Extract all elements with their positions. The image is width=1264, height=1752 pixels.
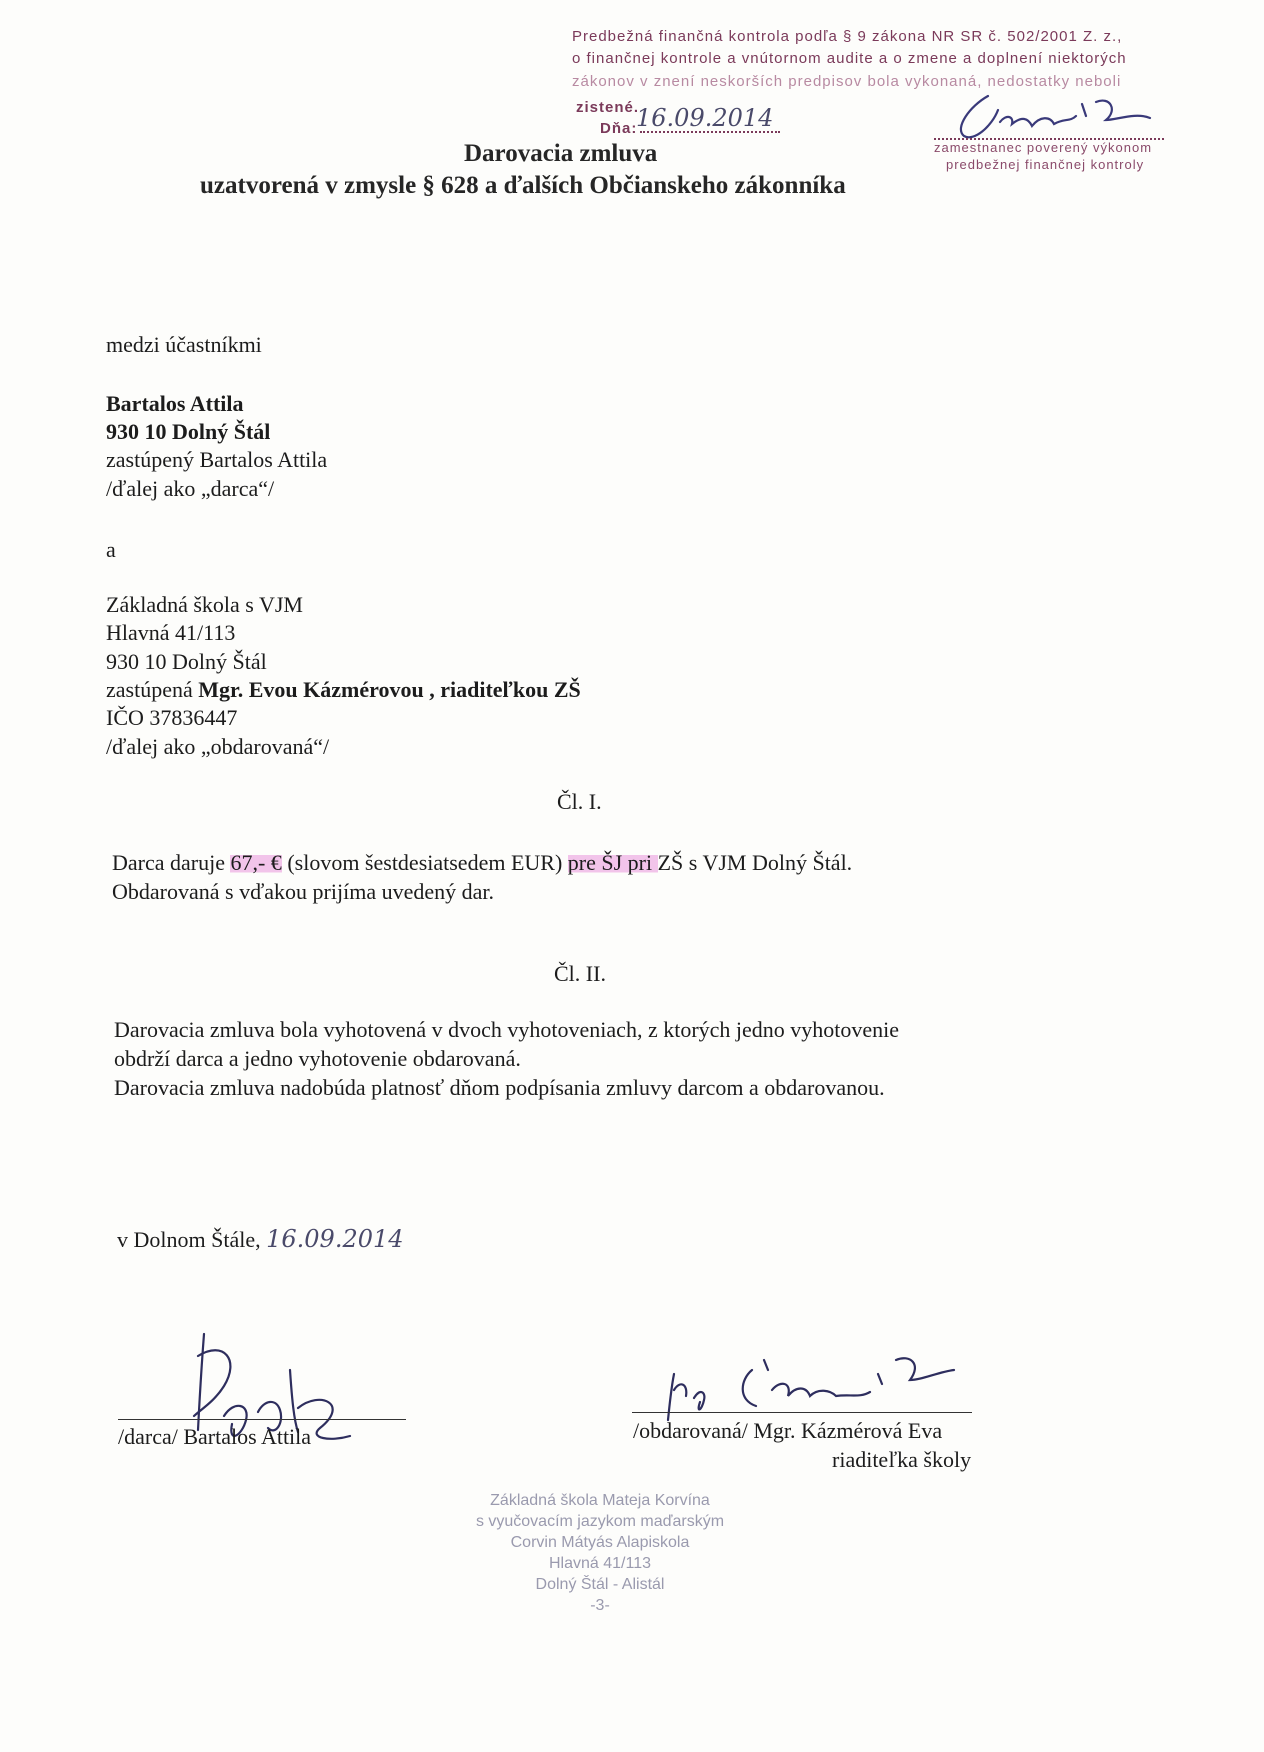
article-1-text — [112, 849, 852, 877]
stamp-line-2: o finančnej kontrole a vnútornom audite a o zmene a doplnení niektorých — [572, 50, 1127, 67]
school-alias: /ďalej ako „obdarovaná“/ — [106, 734, 330, 759]
stamp-date-handwritten: 16.09.2014 — [636, 104, 774, 132]
school-stamp — [420, 1490, 780, 1616]
donor-address: 930 10 Dolný Štál — [106, 419, 271, 444]
article-1-heading: Čl. I. — [557, 789, 602, 814]
donor-alias: /ďalej ako „darca“/ — [106, 476, 275, 501]
donation-amount: 67,- € — [230, 850, 282, 875]
stamp-signer-line-1: zamestnanec poverený výkonom — [934, 140, 1153, 155]
school-stamp-line-3: Corvin Mátyás Alapiskola — [510, 1534, 690, 1551]
article-2-line-3: Darovacia zmluva nadobúda platnosť dňom podpísania zmluvy darcom a obdarovanou. — [114, 1075, 885, 1100]
recipient-title: riaditeľka školy — [832, 1447, 972, 1472]
stamp-line-3: zákonov v znení neskorších predpisov bola vykonaná, nedostatky neboli — [572, 73, 1122, 90]
donation-target: pre ŠJ pri — [567, 850, 658, 875]
donor-representative: zastúpený Bartalos Attila — [106, 447, 328, 472]
school-stamp-line-5: Dolný Štál - Alistál — [535, 1576, 665, 1593]
document-subtitle: uzatvorená v zmysle § 628 a ďalších Občianskeho zákonníka — [200, 172, 846, 199]
recipient-signature-caption: /obdarovaná/ Mgr. Kázmérová Eva — [633, 1418, 943, 1443]
page-number: -3- — [590, 1597, 610, 1614]
school-rep-prefix: zastúpená — [106, 677, 199, 702]
conjunction-and: a — [106, 537, 116, 562]
place-label: v Dolnom Štále, — [117, 1227, 267, 1252]
article-1-acceptance: Obdarovaná s vďakou prijíma uvedený dar. — [112, 879, 495, 904]
stamp-signer-line-2: predbežnej finančnej kontroly — [946, 157, 1145, 172]
school-stamp-line-4: Hlavná 41/113 — [549, 1555, 651, 1572]
signing-date-handwritten: 16.09.2014 — [266, 1225, 404, 1253]
school-stamp-line-2: s vyučovacím jazykom maďarským — [475, 1513, 725, 1530]
place-date — [117, 1225, 404, 1254]
article-2-line-1: Darovacia zmluva bola vyhotovená v dvoch vyhotoveniach, z ktorých jedno vyhotovenie — [114, 1017, 900, 1042]
stamp-line-1: Predbežná finančná kontrola podľa § 9 zákona NR SR č. 502/2001 Z. z., — [572, 28, 1123, 45]
donor-name: Bartalos Attila — [106, 391, 244, 416]
stamp-date-label: Dňa: — [600, 120, 638, 137]
recipient-signature-line — [632, 1412, 972, 1413]
parties-intro: medzi účastníkmi — [106, 332, 262, 357]
school-street: Hlavná 41/113 — [106, 620, 236, 645]
stamp-line-4: zistené. — [576, 99, 640, 116]
article-1-text-b: (slovom šestdesiatsedem EUR) — [281, 850, 568, 875]
donor-signature-caption: /darca/ Bartalos Attila — [118, 1424, 312, 1449]
controller-signature — [940, 86, 1165, 146]
article-2-heading: Čl. II. — [554, 961, 606, 986]
school-ico: IČO 37836447 — [106, 705, 238, 730]
article-1-text-c: ZŠ s VJM Dolný Štál. — [657, 850, 853, 875]
school-city: 930 10 Dolný Štál — [106, 649, 267, 674]
school-name: Základná škola s VJM — [106, 592, 303, 617]
donor-signature-line — [118, 1419, 406, 1420]
school-representative — [106, 676, 581, 704]
school-rep-name: Mgr. Evou Kázmérovou , riaditeľkou ZŠ — [198, 677, 581, 702]
article-1-text-a: Darca daruje — [112, 850, 231, 875]
document-title: Darovacia zmluva — [464, 140, 658, 167]
article-2-line-2: obdrží darca a jedno vyhotovenie obdarovaná. — [114, 1046, 521, 1071]
school-stamp-line-1: Základná škola Mateja Korvína — [490, 1492, 710, 1509]
